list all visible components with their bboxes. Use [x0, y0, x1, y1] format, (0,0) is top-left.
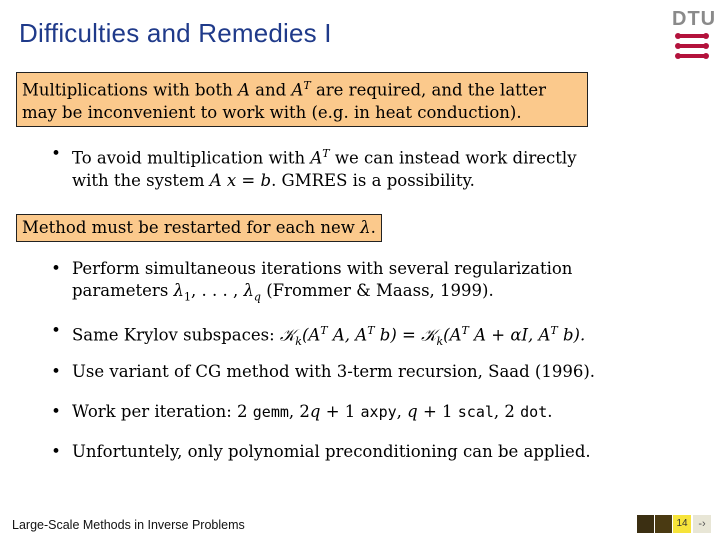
bullet-dot: • — [51, 442, 61, 461]
bullet-work-per-iteration: • Work per iteration: 2 gemm, 2q + 1 axpy, q + 1 scal, 2 dot. — [51, 402, 553, 421]
bullet-dot: • — [51, 321, 61, 340]
box1-line2: may be inconvenient to work with (e.g. in heat conduction). — [22, 102, 522, 122]
bullet-dot: • — [51, 259, 61, 278]
dtu-logo — [672, 8, 717, 64]
bullet-simultaneous-iterations: • Perform simultaneous iterations with several regularization parameters $\lambda_1$, . . . , $\lambda_q$ (Frommer & Maass, 1999). — [51, 259, 573, 304]
nav-prev-section-button[interactable] — [637, 515, 654, 533]
highlight-box-multiplications — [16, 72, 588, 127]
bullet-cg-variant: • Use variant of CG method with 3-term recursion, Saad (1996). — [51, 362, 596, 381]
bullet-preconditioning: • Unfortuntely, only polynomial preconditioning can be applied. — [51, 442, 591, 461]
slide-title: Difficulties and Remedies I — [19, 18, 332, 48]
bullet-avoid-multiplication: • To avoid multiplication with $A^T$ we can instead work directly with the system A x = b. GMRES is a possibility. — [51, 144, 577, 190]
page-number: 14 — [673, 515, 691, 533]
highlight-box-restart: Method must be restarted for each new λ. — [16, 214, 382, 242]
bullet-dot: • — [51, 402, 61, 421]
bullet-dot: • — [51, 144, 61, 163]
box1-line1: Multiplications with both A and $A^T$ are required, and the latter — [22, 79, 547, 100]
logo-arrows-icon — [672, 30, 712, 62]
bullet-krylov-subspaces: • Same Krylov subspaces: $𝒦_k(A^T$ A, $A^T$ $b) = 𝒦_k(A^T$ A + αI, $A^T$ b). — [51, 321, 586, 348]
slide-navigation — [637, 515, 713, 535]
logo-text: DTU — [672, 8, 717, 30]
footer-title: Large-Scale Methods in Inverse Problems — [12, 518, 245, 532]
nav-prev-slide-button[interactable] — [655, 515, 672, 533]
nav-next-button[interactable]: -› — [693, 515, 711, 533]
bullet-dot: • — [51, 362, 61, 381]
